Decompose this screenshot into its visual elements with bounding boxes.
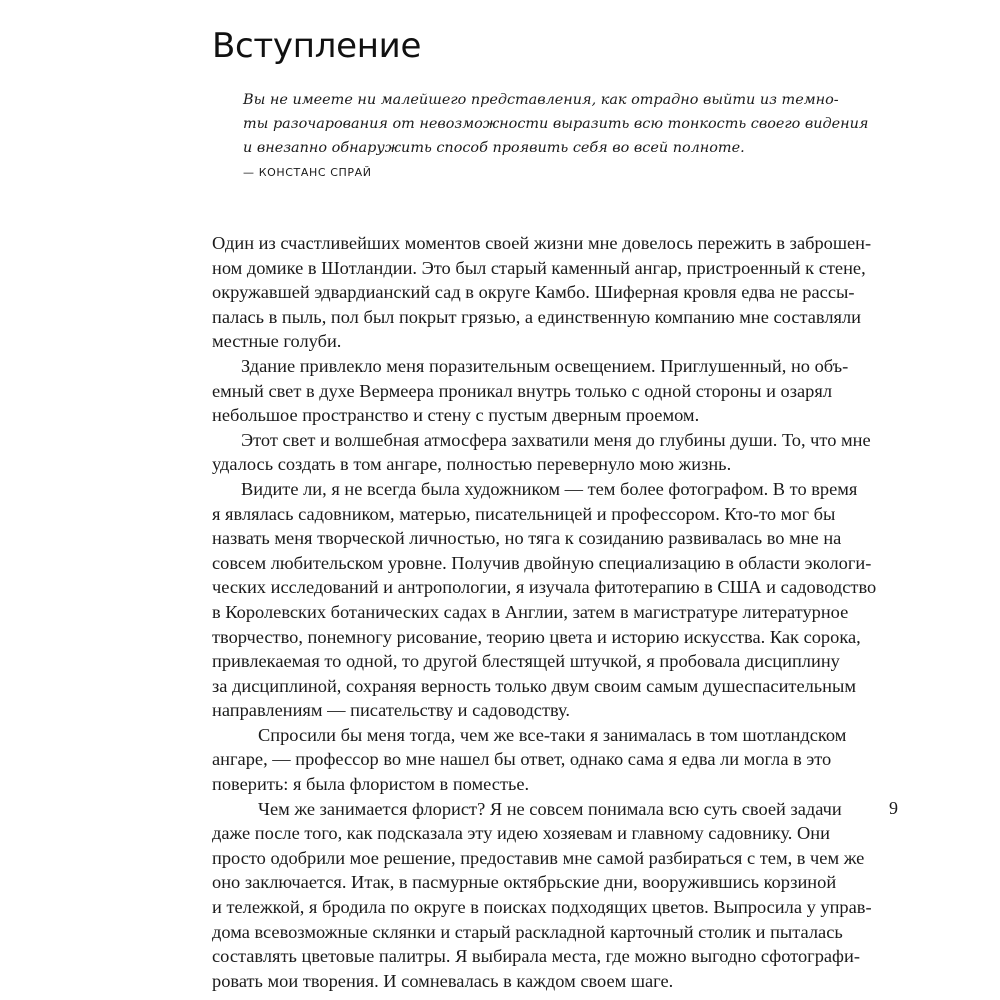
- body-line: местные голуби.: [212, 331, 342, 352]
- body-line: просто одобрили мое решение, предоставив мне самой разбираться с тем, в чем же: [212, 847, 865, 868]
- body-line: ангаре, — профессор во мне нашел бы ответ, однако сама я едва ли могла в это: [212, 749, 832, 770]
- body-line: ческих исследований и антропологии, я изучала фитотерапию в США и садоводство: [212, 577, 877, 598]
- body-line: даже после того, как подсказала эту идею хозяевам и главному садовнику. Они: [212, 823, 830, 844]
- body-line: удалось создать в том ангаре, полностью перевернуло мою жизнь.: [212, 454, 732, 475]
- body-line: палась в пыль, пол был покрыт грязью, а единственную компанию мне составляли: [212, 306, 862, 327]
- body-line: Этот свет и волшебная атмосфера захватили меня до глубины души. То, что мне: [241, 429, 871, 450]
- body-line: я являлась садовником, матерью, писательницей и профессором. Кто-то мог бы: [212, 503, 836, 524]
- body-line: емный свет в духе Вермеера проникал внутрь только с одной стороны и озарял: [212, 380, 832, 401]
- body-line: в Королевских ботанических садах в Англии, затем в магистратуре литературное: [212, 601, 849, 622]
- epigraph-line: Вы не имеете ни малейшего представления, как отрадно выйти из темно-: [243, 92, 839, 108]
- body-line: совсем любительском уровне. Получив двойную специализацию в области экологи-: [212, 552, 872, 573]
- body-line: дома всевозможные склянки и старый раскладной карточный столик и пыталась: [212, 921, 843, 942]
- chapter-title: Вступление: [212, 26, 422, 66]
- body-line: назвать меня творческой личностью, но тяга к созиданию развивалась во мне на: [212, 528, 842, 549]
- body-line: Видите ли, я не всегда была художником — тем более фотографом. В то время: [241, 478, 858, 499]
- body-line: составлять цветовые палитры. Я выбирала места, где можно выгодно сфотографи-: [212, 946, 860, 967]
- body-line: ном домике в Шотландии. Это был старый каменный ангар, пристроенный к стене,: [212, 257, 866, 278]
- body-line: привлекаемая то одной, то другой блестящей штучкой, я пробовала дисциплину: [212, 651, 840, 672]
- body-line: ровать мои творения. И сомневалась в каждом своем шаге.: [212, 970, 674, 991]
- page-number: 9: [889, 798, 898, 818]
- body-line: творчество, понемногу рисование, теорию цвета и историю искусства. Как сорока,: [212, 626, 861, 647]
- epigraph-line: ты разочарования от невозможности выразить всю тонкость своего видения: [243, 116, 869, 132]
- body-line: Спросили бы меня тогда, чем же все-таки я занималась в том шотландском: [258, 724, 847, 745]
- epigraph-line: и внезапно обнаружить способ проявить себя во всей полноте.: [243, 140, 745, 156]
- body-text: [212, 231, 877, 993]
- body-line: Здание привлекло меня поразительным освещением. Приглушенный, но объ-: [241, 355, 849, 376]
- epigraph: [243, 88, 869, 184]
- body-line: направлениям — писательству и садоводству.: [212, 700, 571, 721]
- body-line: поверить: я была флористом в поместье.: [212, 774, 530, 795]
- body-line: за дисциплиной, сохраняя верность только двум своим самым душеспасительным: [212, 675, 857, 696]
- body-line: и тележкой, я бродила по округе в поисках подходящих цветов. Выпросила у управ-: [212, 897, 872, 918]
- body-line: небольшое пространство и стену с пустым дверным проемом.: [212, 405, 700, 426]
- body-line: Один из счастливейших моментов своей жизни мне довелось пережить в заброшен-: [212, 233, 872, 253]
- body-line: оно заключается. Итак, в пасмурные октябрьские дни, вооружившись корзиной: [212, 872, 837, 893]
- body-line: окружавшей эдвардианский сад в округе Камбо. Шиферная кровля едва не рассы-: [212, 282, 855, 303]
- epigraph-author: — КОНСТАНС СПРАЙ: [243, 166, 372, 179]
- body-line: Чем же занимается флорист? Я не совсем понимала всю суть своей задачи: [258, 798, 842, 819]
